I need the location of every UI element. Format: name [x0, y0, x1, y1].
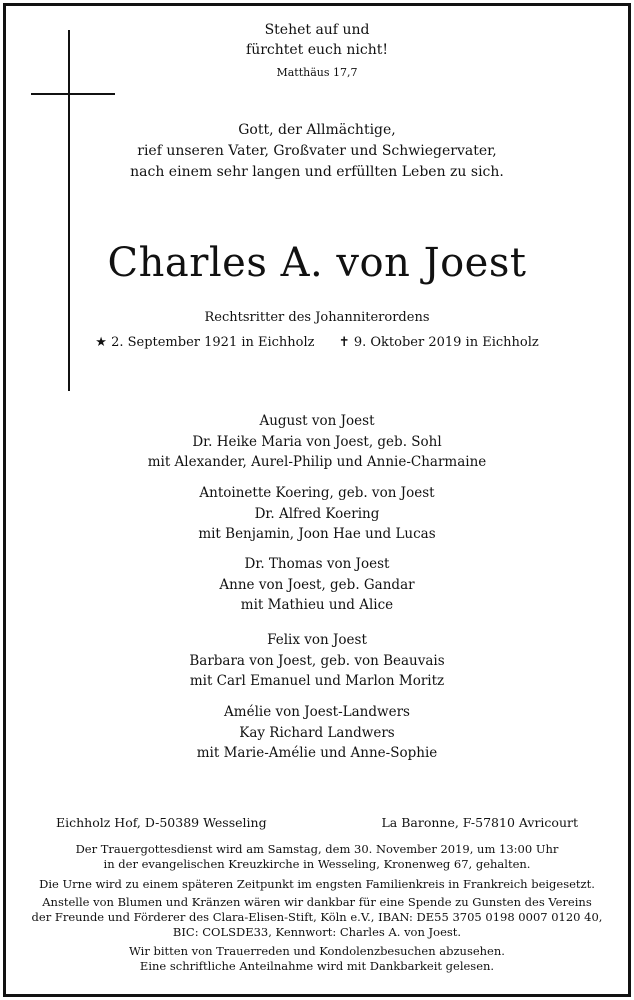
family-line: Kay Richard Landwers: [239, 724, 395, 741]
verse-reference: Matthäus 17,7: [276, 66, 358, 79]
family-line: mit Alexander, Aurel-Philip und Annie-Charmaine: [147, 454, 487, 470]
family-group: [0, 554, 634, 616]
bible-verse: [0, 20, 634, 60]
notice-line: Wir bitten von Trauerreden und Kondolenzbesuchen abzusehen.: [129, 944, 505, 958]
family-line: mit Mathieu und Alice: [240, 597, 394, 613]
notice-line: in der evangelischen Kreuzkirche in Wesseling, Kronenweg 67, gehalten.: [103, 857, 531, 871]
notice-urn: [0, 877, 634, 892]
notice-line: Die Urne wird zu einem späteren Zeitpunkt im engsten Familienkreis in Frankreich beigesetzt.: [39, 877, 595, 891]
family-group: [0, 630, 634, 692]
family-group: [0, 702, 634, 764]
death-date: 9. Oktober 2019 in Eichholz: [353, 335, 539, 350]
family-line: Dr. Thomas von Joest: [244, 556, 390, 572]
family-line: Dr. Heike Maria von Joest, geb. Sohl: [192, 433, 442, 450]
address-left: Eichholz Hof, D-50389 Wesseling: [56, 815, 267, 830]
intro-text: [0, 120, 634, 183]
death-cross-icon: ✝: [338, 335, 350, 350]
notice-line: Der Trauergottesdienst wird am Samstag, dem 30. November 2019, um 13:00 Uhr: [75, 842, 559, 856]
family-group: [0, 411, 634, 473]
family-line: mit Benjamin, Joon Hae und Lucas: [198, 526, 436, 542]
family-group: [0, 483, 634, 545]
intro-line: Gott, der Allmächtige,: [238, 122, 396, 138]
notice-line: BIC: COLSDE33, Kennwort: Charles A. von Joest.: [172, 925, 462, 939]
family-line: Antoinette Koering, geb. von Joest: [199, 485, 435, 501]
deceased-name: Charles A. von Joest: [107, 240, 527, 286]
cross-horizontal-bar: [31, 93, 115, 95]
family-line: Amélie von Joest-Landwers: [224, 704, 410, 720]
notice-line: Eine schriftliche Anteilnahme wird mit Dankbarkeit gelesen.: [139, 959, 495, 973]
family-line: mit Marie-Amélie und Anne-Sophie: [196, 745, 438, 761]
verse-line: Stehet auf und: [264, 22, 370, 38]
notice-condolences: [0, 944, 634, 974]
birth-star-icon: ★: [95, 335, 107, 350]
notice-donation: [0, 895, 634, 940]
notice-line: der Freunde und Förderer des Clara-Elisen-Stift, Köln e.V., IBAN: DE55 3705 0198 0007 0120 40,: [31, 910, 603, 924]
deceased-title: Rechtsritter des Johanniterordens: [204, 310, 430, 325]
family-line: mit Carl Emanuel und Marlon Moritz: [189, 673, 445, 689]
life-dates: [0, 334, 634, 352]
family-line: Dr. Alfred Koering: [254, 505, 380, 522]
notice-line: Anstelle von Blumen und Kränzen wären wir dankbar für eine Spende zu Gunsten des Vereins: [42, 895, 592, 909]
family-line: Barbara von Joest, geb. von Beauvais: [189, 652, 445, 669]
address-right: La Baronne, F-57810 Avricourt: [381, 815, 578, 830]
family-line: Felix von Joest: [267, 632, 367, 648]
notice-service: [0, 842, 634, 872]
family-line: August von Joest: [259, 413, 375, 429]
verse-line: fürchtet euch nicht!: [246, 42, 388, 58]
intro-line: rief unseren Vater, Großvater und Schwiegervater,: [137, 143, 497, 159]
intro-line: nach einem sehr langen und erfüllten Leben zu sich.: [130, 164, 504, 180]
birth-date: 2. September 1921 in Eichholz: [111, 335, 315, 350]
family-line: Anne von Joest, geb. Gandar: [219, 576, 415, 593]
